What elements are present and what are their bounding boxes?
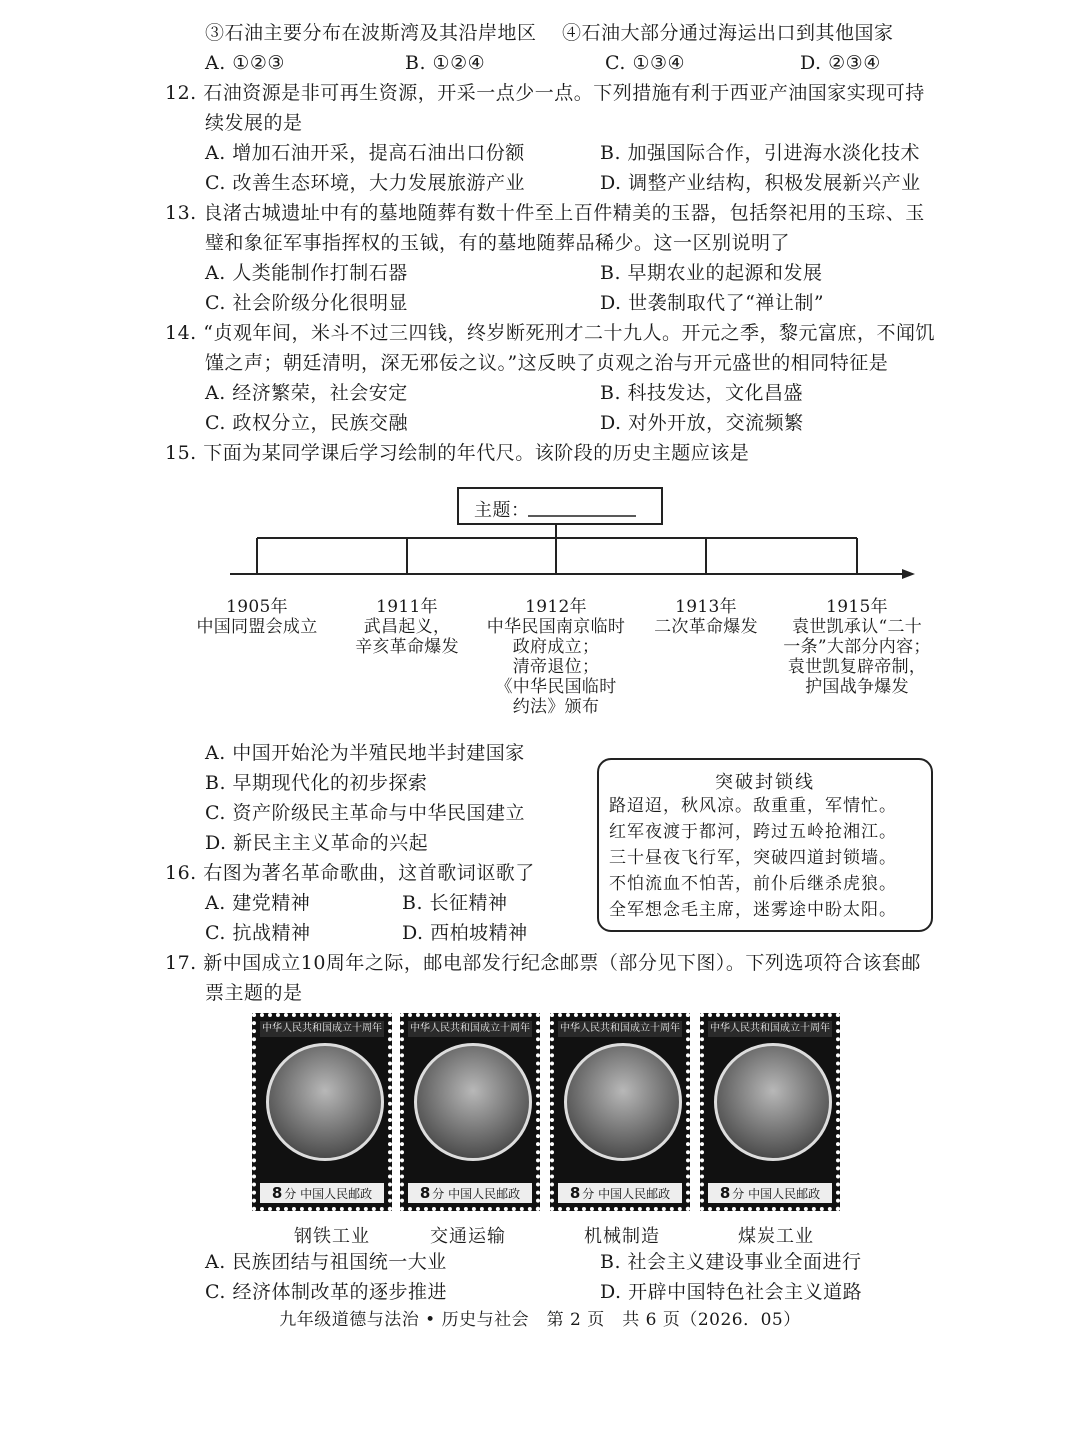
timeline-year: 1912年 <box>525 597 587 617</box>
q12-option-d: D. 调整产业结构，积极发展新兴产业 <box>600 172 921 194</box>
theme-label: 主题： <box>474 500 530 521</box>
stamp-denomination: 8 <box>569 1184 581 1202</box>
q12-option-a: A. 增加石油开采，提高石油出口份额 <box>205 142 525 164</box>
stamp-footer <box>408 1183 532 1203</box>
timeline-event: 辛亥革命爆发 <box>355 637 459 657</box>
stamp-caption: 煤炭工业 <box>738 1226 814 1247</box>
q16-option-c: C. 抗战精神 <box>205 922 311 944</box>
q16-option-b: B. 长征精神 <box>402 892 508 914</box>
song-line: 路迢迢，秋风凉。敌重重，军情忙。 <box>609 796 897 816</box>
q15-stem: 15. 下面为某同学课后学习绘制的年代尺。该阶段的历史主题应该是 <box>165 442 750 464</box>
timeline-arrow-icon <box>902 569 915 579</box>
song-line: 红军夜渡于都河，跨过五岭抢湘江。 <box>609 822 897 842</box>
timeline-event: 约法》颁布 <box>512 697 600 717</box>
q13-option-a: A. 人类能制作打制石器 <box>205 262 408 284</box>
song-title: 突破封锁线 <box>715 772 815 793</box>
q16-option-a: A. 建党精神 <box>205 892 311 914</box>
song-lyrics-box <box>597 758 933 932</box>
q12-stem-line1: 12. 石油资源是非可再生资源，开采一点少一点。下列措施有利于西亚产油国家实现可持 <box>165 82 925 104</box>
timeline-entry-1915 <box>777 597 937 697</box>
timeline-year: 1911年 <box>376 597 438 617</box>
q15-option-c: C. 资产阶级民主革命与中华民国建立 <box>205 802 525 824</box>
timeline-event: 护国战争爆发 <box>805 677 909 697</box>
timeline-event: 二次革命爆发 <box>654 617 758 637</box>
stamp-country: 中国人民邮政 <box>598 1187 671 1201</box>
q14-option-d: D. 对外开放，交流频繁 <box>600 412 804 434</box>
q12-option-b: B. 加强国际合作，引进海水淡化技术 <box>600 142 921 164</box>
q11-statement-4: ④石油大部分通过海运出口到其他国家 <box>562 22 894 44</box>
q13-stem-line2: 璧和象征军事指挥权的玉钺，有的墓地随葬品稀少。这一区别说明了 <box>205 232 791 254</box>
timeline-event: 一条”大部分内容； <box>783 637 931 657</box>
stamp-denomination: 8 <box>271 1184 283 1202</box>
q14-option-a: A. 经济繁荣，社会安定 <box>205 382 408 404</box>
q14-stem-line2: 馑之声；朝廷清明，深无邪佞之议。”这反映了贞观之治与开元盛世的相同特征是 <box>205 352 889 374</box>
stamp-illustration <box>414 1043 532 1161</box>
timeline-year: 1915年 <box>826 597 888 617</box>
page-footer: 九年级道德与法治 • 历史与社会 第 2 页 共 6 页（2026．05） <box>279 1310 801 1330</box>
q14-option-b: B. 科技发达，文化昌盛 <box>600 382 804 404</box>
q17-stem-line2: 票主题的是 <box>205 982 303 1004</box>
stamp-header: 中华人民共和国成立十周年 <box>558 1021 682 1037</box>
stamp-caption: 机械制造 <box>584 1226 660 1247</box>
timeline-event: 政府成立； <box>512 637 600 657</box>
stamp-unit: 分 <box>284 1187 297 1201</box>
timeline-entry-1913 <box>636 597 776 637</box>
timeline-event: 中国同盟会成立 <box>196 617 318 637</box>
timeline-entry-1912 <box>476 597 636 717</box>
q12-option-c: C. 改善生态环境，大力发展旅游产业 <box>205 172 525 194</box>
stamp-unit: 分 <box>582 1187 595 1201</box>
q13-stem-line1: 13. 良渚古城遗址中有的墓地随葬有数十件至上百件精美的玉器，包括祭祀用的玉琮、玉 <box>165 202 925 224</box>
stamp-header: 中华人民共和国成立十周年 <box>708 1021 832 1037</box>
q15-option-b: B. 早期现代化的初步探索 <box>205 772 428 794</box>
q11-option-b: B. ①②④ <box>405 52 486 74</box>
song-line: 三十昼夜飞行军，突破四道封锁墙。 <box>609 848 897 868</box>
timeline-event: 袁世凯承认“二十 <box>791 617 923 637</box>
stamp-steel <box>252 1013 392 1211</box>
stamp-country: 中国人民邮政 <box>748 1187 821 1201</box>
timeline-event: 《中华民国临时 <box>495 677 617 697</box>
stamp-unit: 分 <box>432 1187 445 1201</box>
q13-option-c: C. 社会阶级分化很明显 <box>205 292 408 314</box>
q17-option-b: B. 社会主义建设事业全面进行 <box>600 1251 862 1273</box>
stamp-denomination: 8 <box>419 1184 431 1202</box>
stamp-transport <box>400 1013 540 1211</box>
stamp-footer <box>708 1183 832 1203</box>
q14-option-c: C. 政权分立，民族交融 <box>205 412 408 434</box>
stamp-country: 中国人民邮政 <box>300 1187 373 1201</box>
timeline-diagram <box>0 480 1080 590</box>
q11-option-a: A. ①②③ <box>205 52 285 74</box>
q17-option-c: C. 经济体制改革的逐步推进 <box>205 1281 447 1303</box>
q13-option-b: B. 早期农业的起源和发展 <box>600 262 823 284</box>
q17-option-d: D. 开辟中国特色社会主义道路 <box>600 1281 863 1303</box>
q13-option-d: D. 世袭制取代了“禅让制” <box>600 292 825 314</box>
stamp-header: 中华人民共和国成立十周年 <box>408 1021 532 1037</box>
q17-stem-line1: 17. 新中国成立10周年之际，邮电部发行纪念邮票（部分见下图）。下列选项符合该套邮 <box>165 952 921 974</box>
timeline-event: 中华民国南京临时 <box>486 617 626 637</box>
stamp-header: 中华人民共和国成立十周年 <box>260 1021 384 1037</box>
stamp-unit: 分 <box>732 1187 745 1201</box>
stamp-machinery <box>550 1013 690 1211</box>
stamp-footer <box>558 1183 682 1203</box>
q15-option-a: A. 中国开始沦为半殖民地半封建国家 <box>205 742 525 764</box>
timeline-year: 1913年 <box>675 597 737 617</box>
q12-stem-line2: 续发展的是 <box>205 112 303 134</box>
q11-option-d: D. ②③④ <box>800 52 881 74</box>
timeline-event: 袁世凯复辟帝制， <box>787 657 927 677</box>
q15-option-d: D. 新民主主义革命的兴起 <box>205 832 429 854</box>
timeline-entry-1905 <box>187 597 327 637</box>
stamp-illustration <box>564 1043 682 1161</box>
stamp-footer <box>260 1183 384 1203</box>
stamp-illustration <box>266 1043 384 1161</box>
timeline-year: 1905年 <box>226 597 288 617</box>
q14-stem-line1: 14. “贞观年间，米斗不过三四钱，终岁断死刑才二十九人。开元之季，黎元富庶，不闻饥 <box>165 322 935 344</box>
stamp-coal <box>700 1013 840 1211</box>
q16-stem: 16. 右图为著名革命歌曲，这首歌词讴歌了 <box>165 862 535 884</box>
timeline-event: 武昌起义， <box>363 617 451 637</box>
timeline-event: 清帝退位； <box>512 657 600 677</box>
q17-option-a: A. 民族团结与祖国统一大业 <box>205 1251 447 1273</box>
stamp-illustration <box>714 1043 832 1161</box>
stamp-caption: 交通运输 <box>430 1226 506 1247</box>
q11-statement-3: ③石油主要分布在波斯湾及其沿岸地区 <box>205 22 537 44</box>
song-line: 全军想念毛主席，迷雾途中盼太阳。 <box>609 900 897 920</box>
stamp-denomination: 8 <box>719 1184 731 1202</box>
song-line: 不怕流血不怕苦，前仆后继杀虎狼。 <box>609 874 897 894</box>
stamp-country: 中国人民邮政 <box>448 1187 521 1201</box>
q16-option-d: D. 西柏坡精神 <box>402 922 528 944</box>
q11-option-c: C. ①③④ <box>605 52 686 74</box>
timeline-entry-1911 <box>337 597 477 657</box>
stamp-caption: 钢铁工业 <box>294 1226 370 1247</box>
